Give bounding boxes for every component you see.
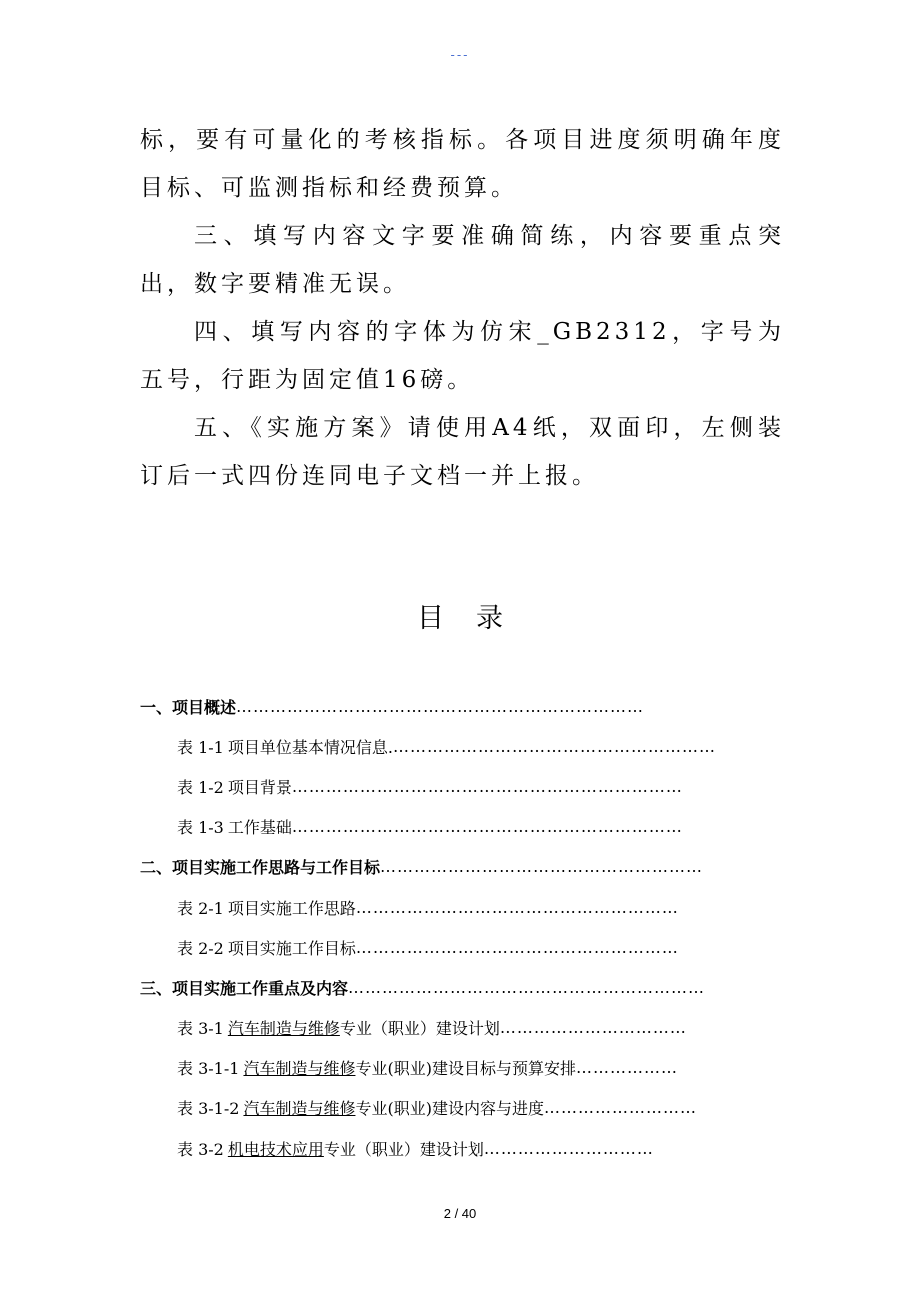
toc-leader-dots: ……………………… [543, 1098, 697, 1118]
toc-entry-label: 项目单位基本情况信息. [227, 737, 393, 757]
toc-entry-label: 专业（职业）建设计划 [323, 1139, 484, 1159]
toc-entry-table-2-2[interactable] [140, 927, 760, 967]
toc-entry-table-3-2[interactable] [140, 1128, 760, 1168]
toc-leader-dots: ………………………………………………… [392, 736, 716, 756]
toc-entry-label: 工作基础 [227, 818, 292, 838]
toc-leader-dots: ……………………………………………………………… [236, 696, 645, 716]
toc-entry-label: 二、项目实施工作思路与工作目标 [140, 858, 381, 878]
toc-entry-label: 一、项目概述 [140, 697, 237, 717]
paragraph-item-3: 三、填写内容文字要准确简练，内容要重点突出，数字要精准无误。 [140, 223, 785, 297]
page-number: 2 / 40 [443, 1206, 477, 1221]
body-text [140, 116, 785, 500]
toc-entry-label: 三、项目实施工作重点及内容 [140, 978, 349, 998]
toc-entry-section-3[interactable] [140, 967, 760, 1007]
toc-entry-label: 专业(职业)建设目标与预算安排 [355, 1059, 576, 1079]
toc-entry-number: 表 3-1-1 [177, 1059, 240, 1079]
toc-leader-dots: ………………………………………………… [355, 897, 679, 917]
toc-entry-table-1-3[interactable] [140, 807, 760, 847]
toc-entry-label: 项目实施工作目标 [227, 938, 356, 958]
toc-entry-number: 表 2-2 [177, 938, 224, 958]
toc-entry-table-3-1-2[interactable] [140, 1088, 760, 1128]
toc-entry-major: 机电技术应用 [227, 1139, 324, 1159]
toc-entry-number: 表 1-2 [177, 777, 224, 797]
toc-entry-major: 汽车制造与维修 [227, 1019, 340, 1039]
toc-leader-dots: ………………………………………………… [355, 937, 679, 957]
toc-entry-label: 专业(职业)建设内容与进度 [355, 1099, 544, 1119]
toc-entry-table-2-1[interactable] [140, 887, 760, 927]
toc-entry-section-1[interactable] [140, 686, 760, 726]
paragraph-item-4: 四、填写内容的字体为仿宋_GB2312，字号为五号，行距为固定值16磅。 [140, 319, 785, 393]
toc-leader-dots: ……………… [575, 1058, 678, 1078]
toc-entry-label: 专业（职业）建设计划 [339, 1019, 500, 1039]
toc-leader-dots: ………………………… [483, 1138, 654, 1158]
toc-entry-major: 汽车制造与维修 [243, 1059, 356, 1079]
paragraph-item-5: 五、《实施方案》请使用A4纸，双面印，左侧装订后一式四份连同电子文档一并上报。 [140, 415, 785, 489]
toc-leader-dots: …………………………………………………………… [291, 776, 683, 796]
toc-entry-table-3-1-1[interactable] [140, 1048, 760, 1088]
toc-entry-section-2[interactable] [140, 847, 760, 887]
toc-leader-dots: ……………………………………………………… [348, 977, 706, 997]
toc-entry-table-1-2[interactable] [140, 766, 760, 806]
toc-entry-number: 表 3-1 [177, 1019, 224, 1039]
toc-entry-table-1-1[interactable] [140, 726, 760, 766]
toc-entry-number: 表 2-1 [177, 898, 224, 918]
toc-entry-table-3-1[interactable] [140, 1008, 760, 1048]
toc-leader-dots: …………………………… [499, 1018, 687, 1038]
toc-leader-dots: …………………………………………………………… [291, 817, 683, 837]
toc-entry-number: 表 3-1-2 [177, 1099, 240, 1119]
toc-entry-number: 表 1-3 [177, 818, 224, 838]
table-of-contents [140, 686, 760, 1168]
toc-leader-dots: ………………………………………………… [380, 857, 704, 877]
header-mark: --- [450, 48, 470, 62]
paragraph-continuation: 标，要有可量化的考核指标。各项目进度须明确年度目标、可监测指标和经费预算。 [140, 127, 785, 201]
toc-title: 目录 [417, 603, 535, 634]
toc-entry-label: 项目实施工作思路 [227, 898, 356, 918]
toc-entry-number: 表 1-1 [177, 737, 224, 757]
toc-entry-major: 汽车制造与维修 [243, 1099, 356, 1119]
toc-entry-label: 项目背景 [227, 777, 292, 797]
toc-entry-number: 表 3-2 [177, 1139, 224, 1159]
